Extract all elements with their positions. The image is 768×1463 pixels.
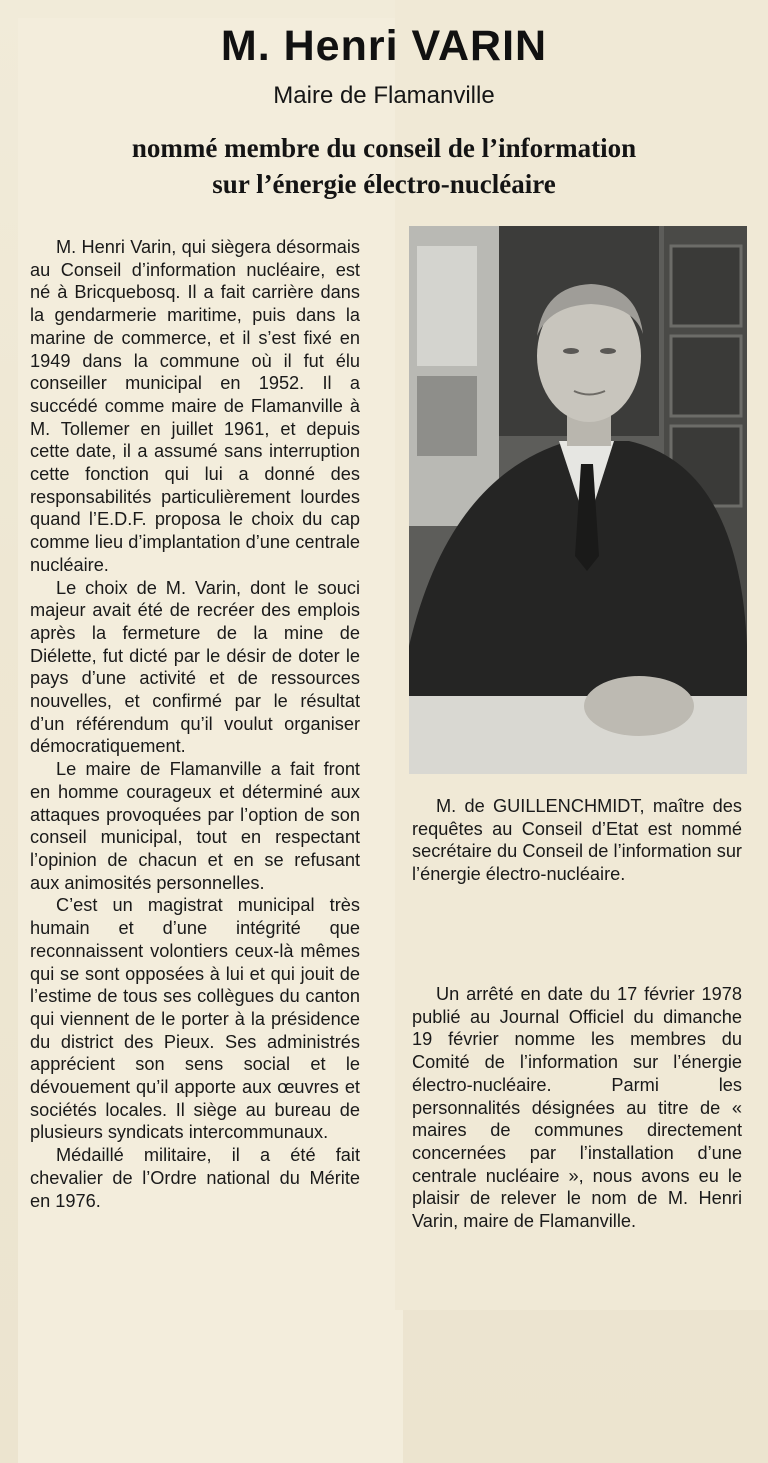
photo-caption — [412, 795, 742, 886]
portrait-photo — [409, 226, 747, 774]
headline-line-2: sur l’énergie électro-nucléaire — [212, 169, 556, 199]
sidebar-body — [412, 983, 742, 1233]
body-paragraph: M. Henri Varin, qui siègera désormais au Conseil d’information nucléaire, est né à Bricquebosq. Il a fait carrière dans la gendarmerie maritime, puis dans la marine de commerce, et il s’est fixé en 1949 dans la commune où il fut élu conseiller municipal en 1952. Il a succédé comme maire de Flamanville à M. Tollemer en juillet 1961, et depuis cette date, il a assumé sans interruption cette fonction qui lui a donné des responsabilités particulièrement lourdes quand l’E.D.F. proposa le choix du cap comme lieu d’implantation d’une centrale nucléaire. — [30, 237, 360, 575]
article-body — [30, 236, 360, 1212]
caption-text: M. de GUILLENCHMIDT, maître des requêtes au Conseil d’Etat est nommé secrétaire du Conseil de l’information sur l’énergie électro-nucléaire. — [412, 796, 742, 885]
article-subtitle: Maire de Flamanville — [273, 82, 495, 109]
body-paragraph: Le maire de Flamanville a fait front en homme courageux et déterminé aux attaques provoquées par l’option de son conseil municipal, tout en respectant l’opinion de chacun et en se refusant aux animosités personnelles. — [30, 759, 360, 893]
article-title: M. Henri VARIN — [220, 22, 548, 70]
article-headline — [40, 130, 728, 202]
body-paragraph: Le choix de M. Varin, dont le souci majeur avait été de recréer des emplois après la fermeture de la mine de Diélette, fut dicté par le désir de doter le pays d’une activité et de ressources nouvelles, et confirmé par le résultat d’un référendum qu’il voulut organiser démocratiquement. — [30, 577, 360, 757]
sidebar-paragraph: Un arrêté en date du 17 février 1978 publié au Journal Officiel du dimanche 19 février nomme les membres du Comité de l’information sur l’énergie électro-nucléaire. Parmi les personnalités désignées au titre de « maires de communes directement concernées par l’installation d’une centrale nucléaire », nous avons eu le plaisir de relever le nom de M. Henri Varin, maire de Flamanville. — [412, 984, 742, 1232]
body-paragraph: C’est un magistrat municipal très humain et d’une intégrité que reconnaissent volontiers ceux-là mêmes qui se sont opposées à lui et qui jouit de l’estime de tous ses collègues du canton qui viennent de le porter à la présidence du district des Pieux. Ses administrés apprécient son sens social et le dévouement qu’il apporte aux œuvres et sociétés locales. Il siège au bureau de plusieurs syndicats intercommunaux. — [30, 895, 360, 1143]
headline-line-1: nommé membre du conseil de l’information — [131, 133, 637, 163]
body-paragraph: Médaillé militaire, il a été fait chevalier de l’Ordre national du Mérite en 1976. — [30, 1145, 360, 1211]
